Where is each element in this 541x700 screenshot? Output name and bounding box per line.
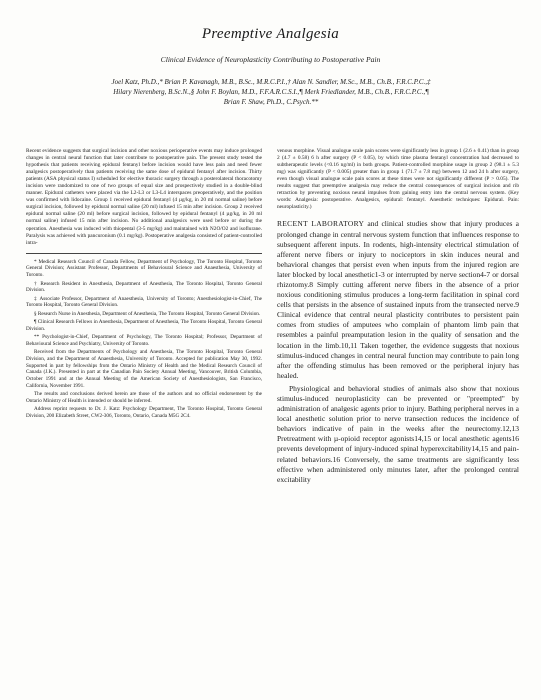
footnote: ‡ Associate Professor, Department of Anaesthesia, University of Toronto; Anesthesiologist-in-Chief, The Toronto Hospital, Toronto General Division. [26,295,262,309]
footnote: Received from the Departments of Psychology and Anesthesia, The Toronto Hospital, Toronto General Division, and the Department of Anaesthesia, University of Toronto. Accepted for publication May 30, 1992. Supported in part by fellowships from the Ontario Ministry of Health and the Medical Research Council of Canada (J.K.). Presented in part at the Canadian Pain Society Annual Meeting, Vancouver, British Columbia, October 1991 and at the Annual Meeting of the American Society of Anesthesiologists, San Francisco, California, November 1991. [26,349,262,389]
footnote: ¶ Clinical Research Fellows in Anesthesia, Department of Anesthesia, The Toronto Hospital, Toronto General Division. [26,319,262,332]
abstract-text: Recent evidence suggests that surgical incision and other noxious perioperative events may induce prolonged changes in central neural function that later contribute to postoperative pain. The present study tested the hypothesis that patients receiving epidural fentanyl before incision would have less pain and need fewer analgesics postoperatively than patients receiving the same dose of epidural fentanyl after incision. Thirty patients (ASA physical status I) scheduled for elective thoracic surgery through a posterolateral thoracotomy incision were randomized to one of two groups of equal size and prospectively studied in a double-blind manner. Epidural catheters were placed via the L2-L3 or L3-L4 interspaces preoperatively, and the position was confirmed with lidocaine. Group 1 received epidural fentanyl (4 µg/kg, in 20 ml normal saline) before surgical incision, followed by epidural normal saline (20 ml) infused 15 min after incision. Group 2 received epidural normal saline (20 ml) before surgical incision, followed by epidural fentanyl (4 µg/kg, in 20 ml normal saline) infused 15 min after incision. No additional analgesics were used before or during the operation. Anesthesia was induced with thiopental (3-5 mg/kg) and maintained with N2O/O2 and isoflurane. Paralysis was achieved with pancuronium (0.1 mg/kg). Postoperative analgesia consisted of patient-controlled intra- [26,148,262,246]
footnote: † Research Resident in Anesthesia, Department of Anesthesia, The Toronto Hospital, Toronto General Division. [26,280,262,294]
abstract-text-continued: venous morphine. Visual analogue scale pain scores were significantly less in group 1 (2.6 ± 0.41) than in group 2 (4.7 ± 0.58) 6 h after surgery (P < 0.05), by which time plasma fentanyl concentration had decreased to subtherapeutic levels (<0.16 ng/ml) in both groups. Patient-controlled morphine usage in group 2 (98.1 ± 5.3 mg) was significantly (P < 0.005) greater than in group 1 (71.7 ± 7.8 mg) between 12 and 24 h after surgery, even though visual analogue scale pain scores at these times were not significantly different (P > 0.05). The results suggest that preemptive analgesia may reduce the central consequences of surgical incision and rib retraction by preventing noxious neural impulses from gaining entry into the central nervous system. (Key words: Analgesia: postoperative. Analgesics, epidural: fentanyl. Anesthetic techniques: Epidural. Pain: neuroplasticity.) [277,148,519,211]
paragraph-text: and clinical studies show that injury produces a prolonged change in central nervous system function that influences response to subsequent afferent inputs. In rodents, high-intensity electrical stimulation of afferent nerve fibers or injury to nociceptors in skin induces neural and behavioral changes that persist even when inputs from the injured region are later blocked by local anesthetic1-3 or interrupted by nerve section4-7 or dorsal rhizotomy.8 Simply cutting afferent nerve fibers in the absence of a prior noxious conditioning stimulus produces a long-term facilitation in spinal cord cells that persists in the absence of sustained inputs from the transected nerve.9 Clinical evidence that central neural plasticity contributes to persistent pain comes from studies of amputees who complain of phantom limb pain that resembles a painful preamputation lesion in the quality of sensation and the location in the limb.10,11 Taken together, the evidence suggests that noxious stimulus-induced changes in central neural function may contribute to pain long after the offending stimulus has been removed or the peripheral injury has healed. [277,219,519,380]
author-line: Brian F. Shaw, Ph.D., C.Psych.** [223,98,319,107]
author-line: Hilary Nierenberg, B.Sc.N.,§ John F. Boylan, M.D., F.F.A.R.C.S.I.,¶ Merk Friedlander, M.B., Ch.B., F.R.C.P.C.,¶ [113,88,429,97]
footnote: § Research Nurse in Anesthesia, Department of Anesthesia, The Toronto Hospital, Toronto General Division. [34,310,261,317]
footnote-divider [26,253,262,254]
footnotes [26,259,262,420]
article-title: Preemptive Analgesia [201,26,340,42]
author-line: Joel Katz, Ph.D.,* Brian P. Kavanagh, M.B., B.Sc., M.R.C.P.I.,† Alan N. Sandler, M.Sc., M.B., Ch.B., F.R.C.P.C.,‡ [111,78,431,86]
body-paragraph: Physiological and behavioral studies of animals also show that noxious stimulus-induced neuroplasticity can be prevented or "preempted" by administration of analgesic agents prior to injury. Bathing peripheral nerves in a local anesthetic solution prior to nerve transection reduces the incidence of behaviors indicative of pain in the weeks after the neurectomy.12,13 Pretreatment with µ-opioid receptor agonists14,15 or local anesthetic agents16 prevents development of injury-induced spinal hyperexcitability14,15 and pain-related behaviors.16 Conversely, the same treatments are significantly less effective when administered only minutes later, after the prolonged central excitability [277,383,519,484]
article-subtitle: Clinical Evidence of Neuroplasticity Contributing to Postoperative Pain [160,55,381,64]
footnote: The results and conclusions derived herein are those of the authors and no official endorsement by the Ontario Ministry of Health is intended or should be inferred. [26,391,262,405]
author-list [26,77,516,108]
footnote: * Medical Research Council of Canada Fellow, Department of Psychology, The Toronto Hospital, Toronto General Division; Assistant Professor, Departments of Behavioural Science and Anaesthesia, University of Toronto. [26,258,262,279]
right-column [277,148,519,678]
footnote: Address reprint requests to Dr. J. Katz: Psychology Department, The Toronto Hospital, Toronto General Division, 200 Elizabeth Street, CW2-306, Toronto, Ontario, Canada M5G 2C4. [26,406,262,420]
body-paragraph [277,219,519,381]
left-column [26,148,262,678]
footnote: ** Psychologist-in-Chief, Department of Psychology, The Toronto Hospital; Professor, Department of Behavioural Science and Psychiatry, University of Toronto. [26,334,262,347]
paragraph-lead: RECENT LABORATORY [277,219,365,229]
